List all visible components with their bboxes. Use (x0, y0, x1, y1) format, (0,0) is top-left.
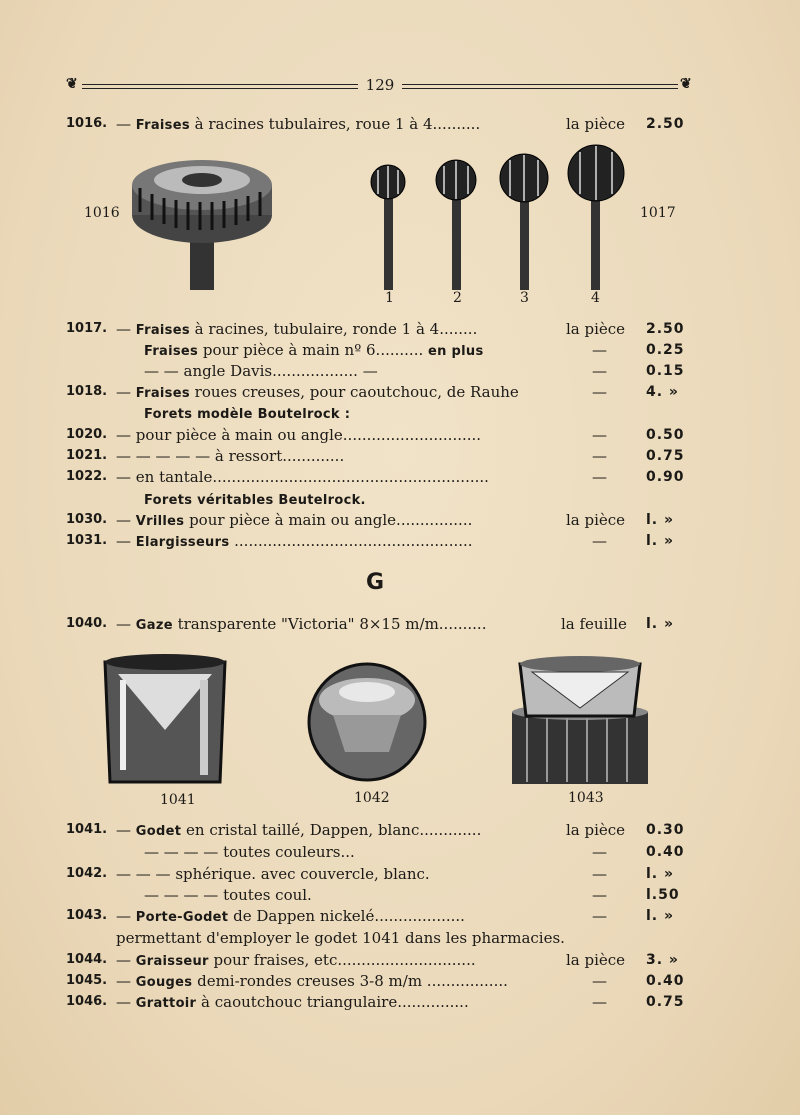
item-description (144, 489, 366, 511)
item-description (116, 928, 565, 948)
item-dash: — (116, 426, 131, 444)
item-detail: pour fraises, etc............................. (213, 951, 476, 969)
item-detail: à racines tubulaires, roue 1 à 4.......... (194, 115, 481, 133)
item-name: Gaze (135, 618, 173, 633)
entry-line (66, 928, 694, 948)
item-unit: la feuille (561, 615, 627, 633)
item-price: 3. » (646, 952, 679, 968)
item-number: 1017. (66, 321, 108, 336)
item-detail: — — — — à ressort............. (135, 447, 345, 465)
entry-line (66, 992, 694, 1012)
item-unit: — (592, 886, 607, 904)
item-name: Grattoir (135, 996, 197, 1011)
bur-size-2: 2 (453, 290, 462, 306)
item-number: 1021. (66, 448, 108, 463)
item-description (116, 820, 481, 842)
item-dash: — (116, 907, 131, 925)
item-unit: la pièce (566, 115, 626, 133)
item-detail: de Dappen nickelé................... (233, 907, 465, 925)
item-detail: — — angle Davis.................. — (144, 362, 378, 380)
page-header (66, 76, 694, 96)
item-unit: — (592, 447, 607, 465)
item-detail: transparente "Victoria" 8×15 m/m.......... (177, 615, 487, 633)
tubular-wheel-bur-illustration (130, 150, 285, 295)
item-dash: — (116, 972, 131, 990)
section-letter: G (366, 570, 385, 595)
item-dash: — (116, 383, 131, 401)
item-price: 2.50 (646, 321, 685, 337)
entry-line (66, 361, 694, 381)
figure-label-1041: 1041 (160, 792, 196, 808)
item-dash: — (116, 320, 131, 338)
item-number: 1018. (66, 384, 108, 399)
item-description (116, 531, 473, 553)
item-price: 0.40 (646, 844, 685, 860)
item-number: 1016. (66, 116, 108, 131)
item-dash: — (116, 615, 131, 633)
bur-size-3: 3 (520, 290, 529, 306)
item-price: 0.40 (646, 973, 685, 989)
item-description (116, 864, 430, 884)
item-name: Gouges (135, 975, 193, 990)
item-detail: pour pièce à main ou angle................ (189, 511, 473, 529)
entry-line (66, 114, 694, 134)
item-detail: demi-rondes creuses 3-8 m/m ................. (197, 972, 508, 990)
item-unit: — (592, 426, 607, 444)
item-name: Fraises (135, 323, 190, 338)
item-dash: — (116, 951, 131, 969)
dappen-glass-illustration (100, 650, 230, 790)
item-number: 1020. (66, 427, 108, 442)
item-qualifier: en plus (428, 344, 484, 359)
item-unit: la pièce (566, 320, 626, 338)
item-detail: en cristal taillé, Dappen, blanc............. (186, 821, 482, 839)
left-ornament: ❦ (66, 76, 78, 92)
item-name: Godet (135, 824, 182, 839)
item-price: l. » (646, 866, 675, 882)
entry-line (66, 319, 694, 339)
entry-line (66, 820, 694, 840)
item-description (116, 425, 481, 445)
item-detail: permettant d'employer le godet 1041 dans les pharmacies. (116, 929, 565, 947)
item-description (116, 319, 477, 341)
item-price: l. » (646, 616, 675, 632)
item-description (116, 614, 486, 636)
entry-line (66, 885, 694, 905)
item-name: Elargisseurs (135, 535, 230, 550)
item-unit: la pièce (566, 821, 626, 839)
figure-label-1017: 1017 (640, 205, 676, 221)
entry-line (66, 489, 694, 509)
item-detail: — — sphérique. avec couvercle, blanc. (135, 865, 430, 883)
item-dash: — (116, 993, 131, 1011)
item-description (116, 992, 469, 1014)
item-name: Graisseur (135, 954, 209, 969)
entry-line (66, 340, 694, 360)
bur-size-1: 1 (385, 290, 394, 306)
entry-line (66, 614, 694, 634)
item-detail: — — — — toutes couleurs... (144, 843, 355, 861)
item-description (144, 885, 312, 905)
item-unit: — (592, 907, 607, 925)
entry-line (66, 971, 694, 991)
item-price: 4. » (646, 384, 679, 400)
item-name: Fraises (135, 386, 190, 401)
item-unit: — (592, 532, 607, 550)
item-price: l. » (646, 512, 675, 528)
item-number: 1043. (66, 908, 108, 923)
figure-label-1042: 1042 (354, 790, 390, 806)
item-number: 1022. (66, 469, 108, 484)
item-price: 2.50 (646, 116, 685, 132)
item-unit: — (592, 383, 607, 401)
entry-line (66, 906, 694, 926)
item-description (116, 971, 508, 993)
porte-godet-illustration (492, 650, 657, 790)
item-name: Vrilles (135, 514, 185, 529)
item-detail: — — — — toutes coul. (144, 886, 312, 904)
entry-line (66, 531, 694, 551)
item-price: 0.15 (646, 363, 685, 379)
header-rule-left (82, 84, 358, 89)
item-description (116, 510, 472, 532)
item-detail: .................................................. (234, 532, 473, 550)
item-unit: la pièce (566, 951, 626, 969)
item-description (144, 361, 378, 381)
item-price: l. » (646, 908, 675, 924)
entry-line (66, 510, 694, 530)
entry-line (66, 864, 694, 884)
item-dash: — (116, 468, 131, 486)
item-number: 1042. (66, 866, 108, 881)
entry-line (66, 403, 694, 423)
item-detail: roues creuses, pour caoutchouc, de Rauhe (194, 383, 519, 401)
item-dash: — (116, 115, 131, 133)
item-description (116, 467, 489, 487)
item-description (144, 340, 483, 362)
item-description (116, 114, 480, 136)
entry-line (66, 425, 694, 445)
item-number: 1041. (66, 822, 108, 837)
round-burs-illustration (368, 140, 638, 295)
item-detail: à caoutchouc triangulaire............... (201, 993, 469, 1011)
entry-line (66, 446, 694, 466)
item-number: 1030. (66, 512, 108, 527)
item-price: 0.30 (646, 822, 685, 838)
item-description (144, 842, 355, 862)
item-unit: — (592, 362, 607, 380)
item-dash: — (116, 532, 131, 550)
item-number: 1046. (66, 994, 108, 1009)
item-description (116, 446, 344, 466)
item-dash: — (116, 447, 131, 465)
item-price: l.50 (646, 887, 680, 903)
item-unit: — (592, 865, 607, 883)
entry-line (66, 842, 694, 862)
item-price: l. » (646, 533, 675, 549)
item-name: Porte-Godet (135, 910, 229, 925)
item-number: 1044. (66, 952, 108, 967)
item-description (144, 403, 350, 425)
page-number: 129 (365, 76, 395, 94)
item-unit: — (592, 468, 607, 486)
item-name: Forets véritables Beutelrock. (144, 493, 366, 508)
item-number: 1040. (66, 616, 108, 631)
item-number: 1031. (66, 533, 108, 548)
item-price: 0.75 (646, 994, 685, 1010)
item-unit: — (592, 341, 607, 359)
item-number: 1045. (66, 973, 108, 988)
item-price: 0.90 (646, 469, 685, 485)
item-price: 0.25 (646, 342, 685, 358)
item-dash: — (116, 821, 131, 839)
item-unit: la pièce (566, 511, 626, 529)
item-name: Forets modèle Boutelrock : (144, 407, 351, 422)
item-detail: pour pièce à main nº 6.......... (202, 341, 424, 359)
bur-size-4: 4 (591, 290, 600, 306)
item-price: 0.75 (646, 448, 685, 464)
item-unit: — (592, 972, 607, 990)
figure-label-1043: 1043 (568, 790, 604, 806)
item-price: 0.50 (646, 427, 685, 443)
entry-line (66, 467, 694, 487)
item-unit: — (592, 993, 607, 1011)
figure-label-1016: 1016 (84, 205, 120, 221)
item-detail: en tantale.......................................................... (135, 468, 489, 486)
item-description (116, 382, 519, 404)
item-description (116, 950, 476, 972)
spherical-godet-illustration (305, 660, 430, 785)
item-dash: — (116, 511, 131, 529)
item-name: Fraises (144, 344, 199, 359)
item-dash: — (116, 865, 131, 883)
right-ornament: ❦ (680, 76, 692, 92)
item-detail: pour pièce à main ou angle............................. (135, 426, 482, 444)
item-description (116, 906, 465, 928)
item-detail: à racines, tubulaire, ronde 1 à 4........ (194, 320, 478, 338)
entry-line (66, 950, 694, 970)
entry-line (66, 382, 694, 402)
header-rule-right (402, 84, 678, 89)
item-name: Fraises (135, 118, 190, 133)
item-unit: — (592, 843, 607, 861)
